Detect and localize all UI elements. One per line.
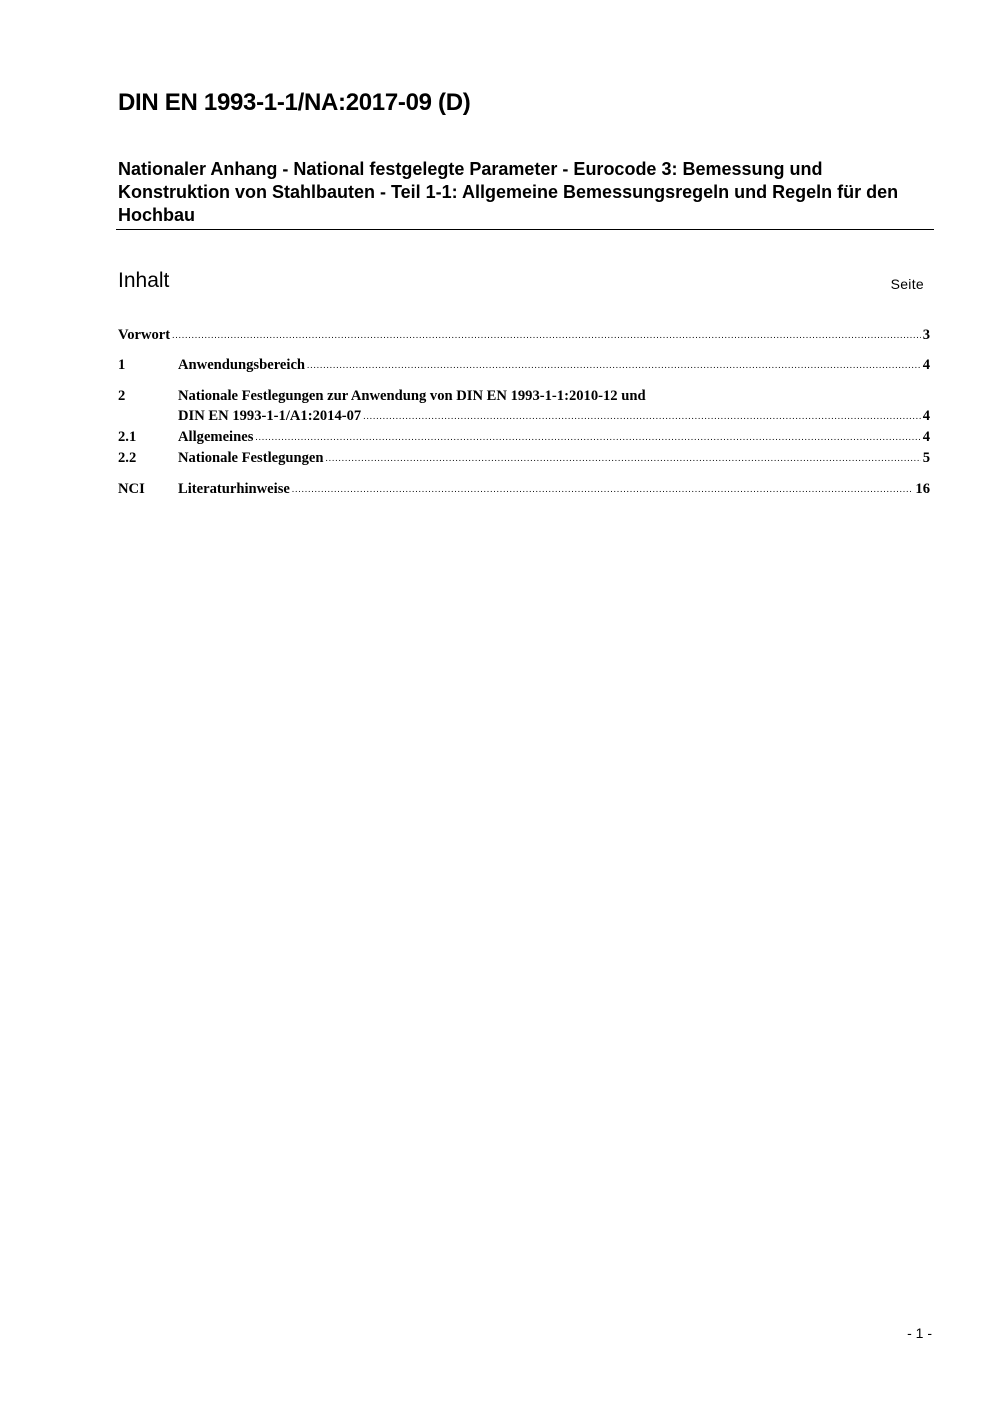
toc-entry-page: 16 bbox=[915, 481, 930, 497]
document-subtitle: Nationaler Anhang - National festgelegte Parameter - Eurocode 3: Bemessung und Konstruktion von Stahlbauten - Teil 1-1: Allgemeine Bemessungsregeln und Regeln für den Hochbau bbox=[118, 159, 899, 225]
toc-entry-page: 4 bbox=[922, 429, 930, 445]
toc-entry-page: 4 bbox=[922, 357, 930, 373]
toc-entry-page: 3 bbox=[922, 327, 930, 343]
toc-dot-leader bbox=[172, 325, 921, 345]
toc-heading: Inhalt bbox=[118, 269, 170, 292]
toc-entry-number: 1 bbox=[118, 357, 126, 373]
toc-entry-page: 4 bbox=[922, 408, 930, 424]
toc-entry-number: 2.1 bbox=[118, 429, 137, 445]
toc-entry-anwendungsbereich[interactable] bbox=[118, 355, 930, 375]
subtitle-divider bbox=[116, 229, 934, 230]
toc-entry-text: Vorwort bbox=[118, 327, 171, 343]
toc-entry-page: 5 bbox=[922, 450, 930, 466]
toc-entry-text: Nationale Festlegungen bbox=[178, 450, 324, 466]
toc-entry-literaturhinweise[interactable] bbox=[118, 479, 930, 499]
page-number: - 1 - bbox=[907, 1325, 932, 1341]
toc-entry-nationale-festlegungen-anwendung[interactable] bbox=[118, 386, 930, 406]
toc-entry-nationale-festlegungen-anwendung-cont[interactable] bbox=[118, 406, 930, 426]
toc-dot-leader bbox=[363, 406, 920, 426]
toc-dot-leader bbox=[307, 355, 921, 375]
toc-dot-leader bbox=[292, 479, 914, 499]
toc-page-column-label: Seite bbox=[890, 276, 924, 292]
toc-entry-allgemeines[interactable] bbox=[118, 427, 930, 447]
toc-entry-number: 2 bbox=[118, 388, 126, 404]
toc-entry-text: Allgemeines bbox=[178, 429, 254, 445]
toc-dot-leader bbox=[255, 427, 920, 447]
toc-entry-number: 2.2 bbox=[118, 450, 137, 466]
toc-entry-text: Anwendungsbereich bbox=[178, 357, 306, 373]
toc-entry-text: Nationale Festlegungen zur Anwendung von DIN EN 1993-1-1:2010-12 und bbox=[178, 388, 646, 404]
toc-entry-text: DIN EN 1993-1-1/A1:2014-07 bbox=[178, 408, 362, 424]
toc-entry-text: Literaturhinweise bbox=[178, 481, 290, 497]
toc-entry-vorwort[interactable] bbox=[118, 325, 930, 345]
toc-entry-nationale-festlegungen[interactable] bbox=[118, 448, 930, 468]
document-title: DIN EN 1993-1-1/NA:2017-09 (D) bbox=[118, 89, 471, 116]
toc-entry-number: NCI bbox=[118, 481, 145, 497]
toc-dot-leader bbox=[326, 448, 921, 468]
